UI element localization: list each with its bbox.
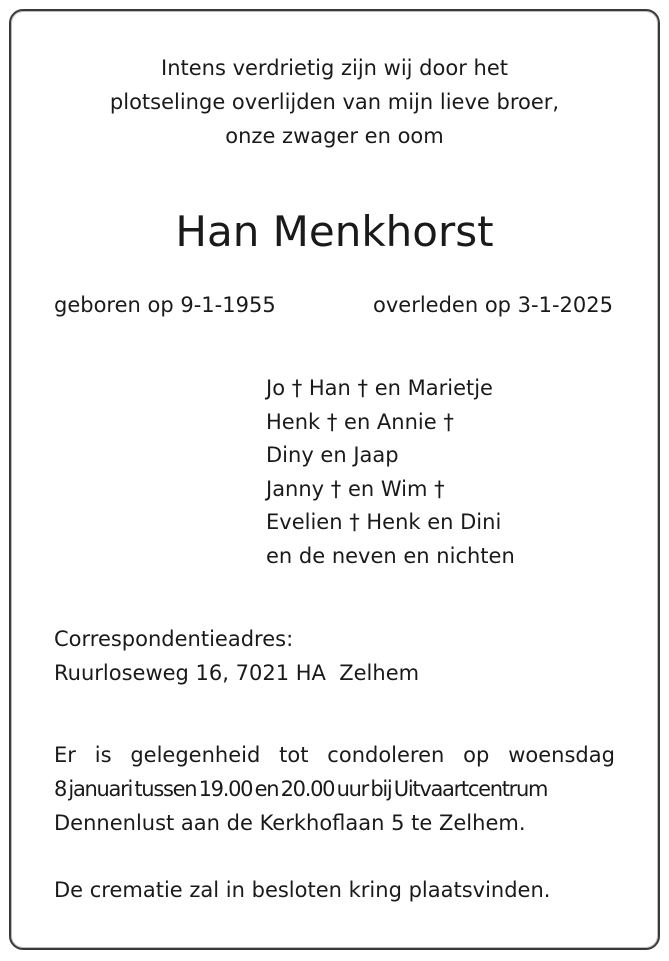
condolence-word: op [463,743,490,767]
correspondence-label: Correspondentieadres: [54,627,294,651]
birth-date: geboren op 9-1-1955 [54,293,276,317]
condolence-word: gelegenheid [130,743,261,767]
cremation-notice: De crematie zal in besloten kring plaatsvinden. [54,878,551,902]
correspondence-address-block [54,622,419,690]
death-date: overleden op 3-1-2025 [373,293,613,317]
life-dates [54,288,613,322]
deceased-name: Han Menkhorst [175,207,494,256]
condolence-word: Er [54,743,76,767]
family-line: en de neven en nichten [266,543,515,568]
intro-line-2: plotselinge overlijden van mijn lieve broer, [109,90,560,114]
condolence-line-1 [54,738,615,772]
intro-text [0,51,669,153]
intro-line-3: onze zwager en oom [225,124,444,148]
condolence-paragraph [54,738,615,840]
condolence-word: is [94,743,112,767]
condolence-line-3: Dennenlust aan de Kerkhoflaan 5 te Zelhem. [54,811,526,835]
family-list [266,372,515,573]
family-line: Evelien † Henk en Dini [266,510,502,534]
correspondence-address: Ruurloseweg 16, 7021 HA Zelhem [54,661,420,685]
family-line: Diny en Jaap [266,443,399,467]
condolence-word: woensdag [508,743,615,767]
family-line: Janny † en Wim † [266,476,445,501]
family-line: Henk † en Annie † [266,409,454,434]
intro-line-1: Intens verdrietig zijn wij door het [161,56,508,80]
condolence-word: tot [279,743,309,767]
condolence-line-2: 8 januari tussen 19.00 en 20.00 uur bij Uitvaartcentrum [54,777,548,801]
condolence-word: condoleren [327,743,445,767]
family-line: Jo † Han † en Marietje [266,376,493,400]
